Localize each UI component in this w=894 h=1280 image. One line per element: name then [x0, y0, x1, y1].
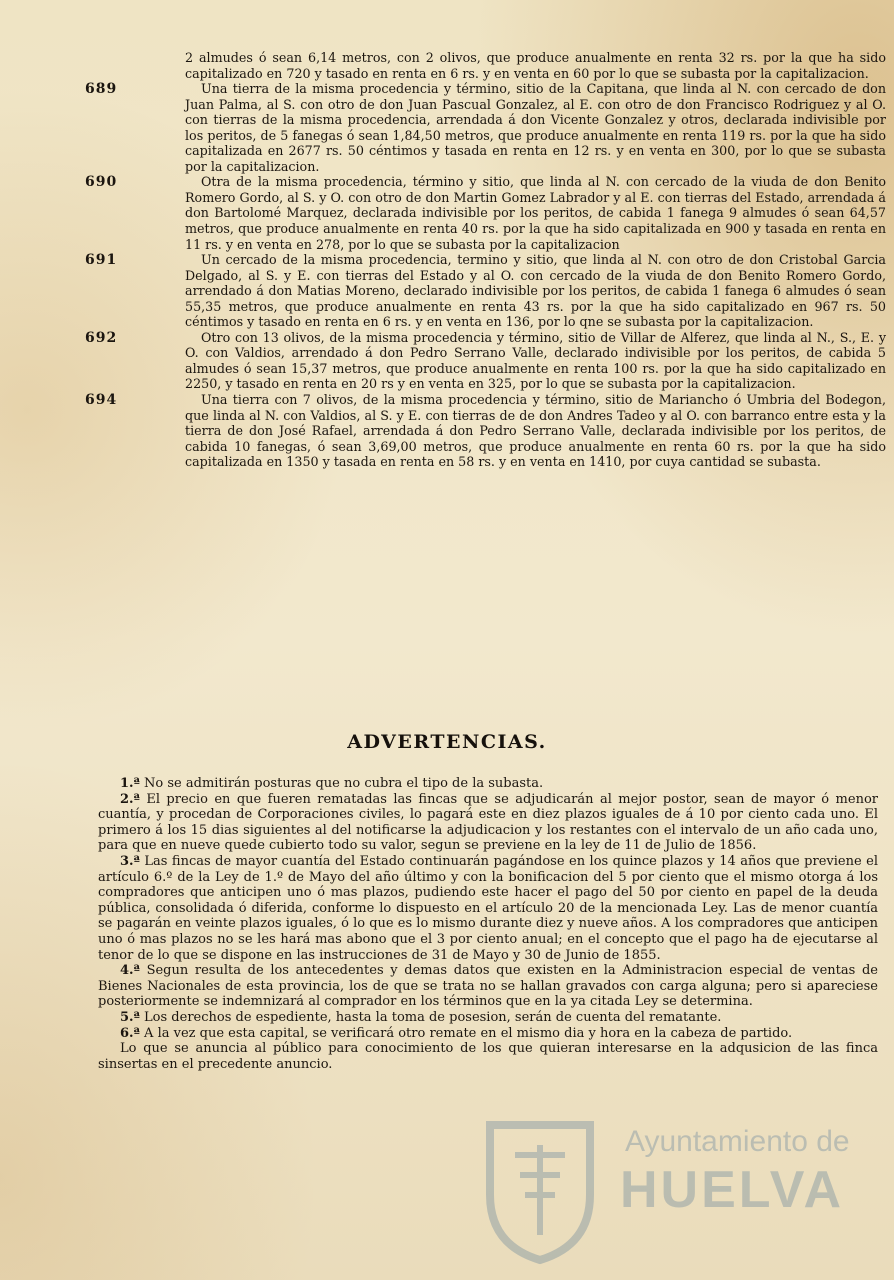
property-entry: [85, 330, 885, 392]
advertencia-ordinal: 1.ª: [120, 776, 140, 791]
advertencia-text: A la vez que esta capital, se verificará otro remate en el mismo dia y hora en la cabeza de partido.: [144, 1025, 793, 1041]
archive-watermark: [470, 1105, 890, 1275]
entry-text: 2 almudes ó sean 6,14 metros, con 2 olivos, que produce anualmente en renta 32 rs. por la que ha sido capitalizado en 720 y tasado en renta en 6 rs. y en venta en 60 por lo que se subasta por la capitalizacion.: [185, 50, 886, 81]
property-entries: [85, 50, 886, 470]
advertencia-item: [98, 1026, 878, 1042]
advertencia-text: Segun resulta de los antecedentes y demas datos que existen en la Administracion especial de ventas de Bienes Nacionales de esta provincia, los de que se trata no se hallan gravados con carga alguna; pero si apareciese posteriormente se indemnizará al comprador en los términos que en la ya citada Ley se determina.: [98, 963, 878, 1010]
advertencia-item: [98, 1041, 878, 1072]
advertencia-ordinal: 6.ª: [120, 1025, 140, 1041]
entry-number: 690: [85, 174, 118, 191]
advertencia-item: [98, 792, 878, 854]
advertencia-ordinal: 4.ª: [120, 963, 140, 979]
city-shield-icon: [480, 1115, 600, 1265]
entry-number: 691: [85, 252, 118, 269]
advertencia-item: [98, 1010, 878, 1026]
watermark-line1: Ayuntamiento de: [625, 1125, 850, 1158]
property-entry: [85, 174, 885, 252]
property-entry: [85, 81, 885, 174]
advertencia-text: Los derechos de espediente, hasta la toma de posesion, serán de cuenta del rematante.: [144, 1009, 722, 1025]
advertencia-ordinal: 3.ª: [120, 853, 140, 869]
property-entry: [85, 252, 885, 330]
advertencias-notes: [98, 776, 878, 1072]
advertencia-text: Las fincas de mayor cuantía del Estado continuarán pagándose en los quince plazos y 14 años que previene el artículo 6.º de la Ley de 1.º de Mayo del año último y con la bonificacion del 5 por ciento que el mismo otorga á los compradores que anticipen uno ó mas plazos, pudiendo este hacer el pago del 50 por ciento en papel de la deuda pública, consolidada ó diferida, conforme lo dispuesto en el artículo 20 de la mencionada Ley. Las de menor cuantía se pagarán en veinte plazos iguales, ó lo que es lo mismo durante diez y nueve años. A los compradores que anticipen uno ó mas plazos no se les hará mas abono que el 3 por ciento anual; en el concepto que el pago ha de ejecutarse al tenor de lo que se dispone en las instrucciones de 31 de Mayo y 30 de Junio de 1855.: [98, 853, 878, 963]
entry-text: Otro con 13 olivos, de la misma procedencia y término, sitio de Villar de Alferez, que linda al N., S., E. y O. con Valdios, arrendado á don Pedro Serrano Valle, declarado indivisible por los peritos, de cabida 5 almudes ó sean 15,37 metros, que produce anualmente en renta 100 rs. por la que ha sido capitalizado en 2250, y tasado en renta en 20 rs y en venta en 325, por lo que se subasta por la capitalizacion.: [185, 329, 886, 392]
advertencia-item: [98, 776, 878, 792]
advertencia-ordinal: 5.ª: [120, 1009, 140, 1025]
advertencias-heading: ADVERTENCIAS.: [347, 731, 547, 753]
entry-number: 692: [85, 329, 118, 346]
advertencia-text: Lo que se anuncia al público para conocimiento de los que quieran interesarse en la adqusicion de las finca sinsertas en el precedente anuncio.: [98, 1041, 878, 1072]
entry-number: 694: [85, 392, 118, 409]
watermark-line2: HUELVA: [620, 1161, 845, 1219]
advertencia-text: El precio en que fueren rematadas las fincas que se adjudicarán al mejor postor, sean de mayor ó menor cuantía, y procedan de Corporaciones civiles, lo pagará este en diez plazos iguales de á 10 por ciento cada uno. El primero á los 15 dias siguientes al del notificarse la adjudicacion y los restantes con el intervalo de un año cada uno, para que en nueve quede cubierto todo su valor, segun se previene en la ley de 11 de Julio de 1856.: [98, 791, 878, 854]
entry-number: 689: [85, 81, 118, 98]
advertencia-item: [98, 963, 878, 1010]
advertencia-item: [98, 854, 878, 963]
advertencia-text: No se admitirán posturas que no cubra el tipo de la subasta.: [144, 776, 544, 791]
entry-text: Otra de la misma procedencia, término y sitio, que linda al N. con cercado de la viuda de don Benito Romero Gordo, al S. y O. con otro de don Martin Gomez Labrador y al E. con tierras del Estado, arrendada á don Bartolomé Marquez, declarada indivisible por los peritos, de cabida 1 fanega 9 almudes ó sean 64,57 metros, que produce anualmente en renta 40 rs. por la que ha sido capitalizada en 900 y tasada en renta en 11 rs. y en venta en 278, por lo que se subasta por la capitalizacion: [185, 174, 886, 252]
entry-text: Una tierra de la misma procedencia y término, sitio de la Capitana, que linda al N. con cercado de don Juan Palma, al S. con otro de don Juan Pascual Gonzalez, al E. con otro de don Francisco Rodriguez y al O. con tierras de la misma procedencia, arrendada á don Vicente Gonzalez y otros, declarada indivisible por los peritos, de 5 fanegas ó sean 1,84,50 metros, que produce anualmente en renta 119 rs. por la que ha sido capitalizada en 2677 rs. 50 céntimos y tasada en renta en 12 rs. y en venta en 300, por lo que se subasta por la capitalizacion.: [185, 81, 886, 174]
property-entry: [85, 50, 885, 81]
entry-text: Un cercado de la misma procedencia, termino y sitio, que linda al N. con otro de don Cristobal Garcia Delgado, al S. y E. con tierras del Estado y al O. con cercado de la viuda de don Benito Romero Gordo, arrendado á don Matias Moreno, declarado indivisible por los peritos, de cabida 1 fanega 6 almudes ó sean 55,35 metros, que produce anualmente en renta 43 rs. por la que ha sido capitalizado en 967 rs. 50 céntimos y tasado en renta en 6 rs. y en venta en 136, por lo qne se subasta por la capitalizacion.: [185, 252, 886, 330]
property-entry: [85, 392, 885, 470]
entry-text: Una tierra con 7 olivos, de la misma procedencia y término, sitio de Mariancho ó Umbria del Bodegon, que linda al N. con Valdios, al S. y E. con tierras de de don Andres Tadeo y al O. con barranco entre esta y la tierra de don José Rafael, arrendada á don Pedro Serrano Valle, declarada indivisible por los peritos, de cabida 10 fanegas, ó sean 3,69,00 metros, que produce anualmente en renta 60 rs. por la que ha sido capitalizada en 1350 y tasada en renta en 58 rs. y en venta en 1410, por cuya cantidad se subasta.: [185, 392, 886, 470]
advertencia-ordinal: 2.ª: [120, 791, 140, 807]
